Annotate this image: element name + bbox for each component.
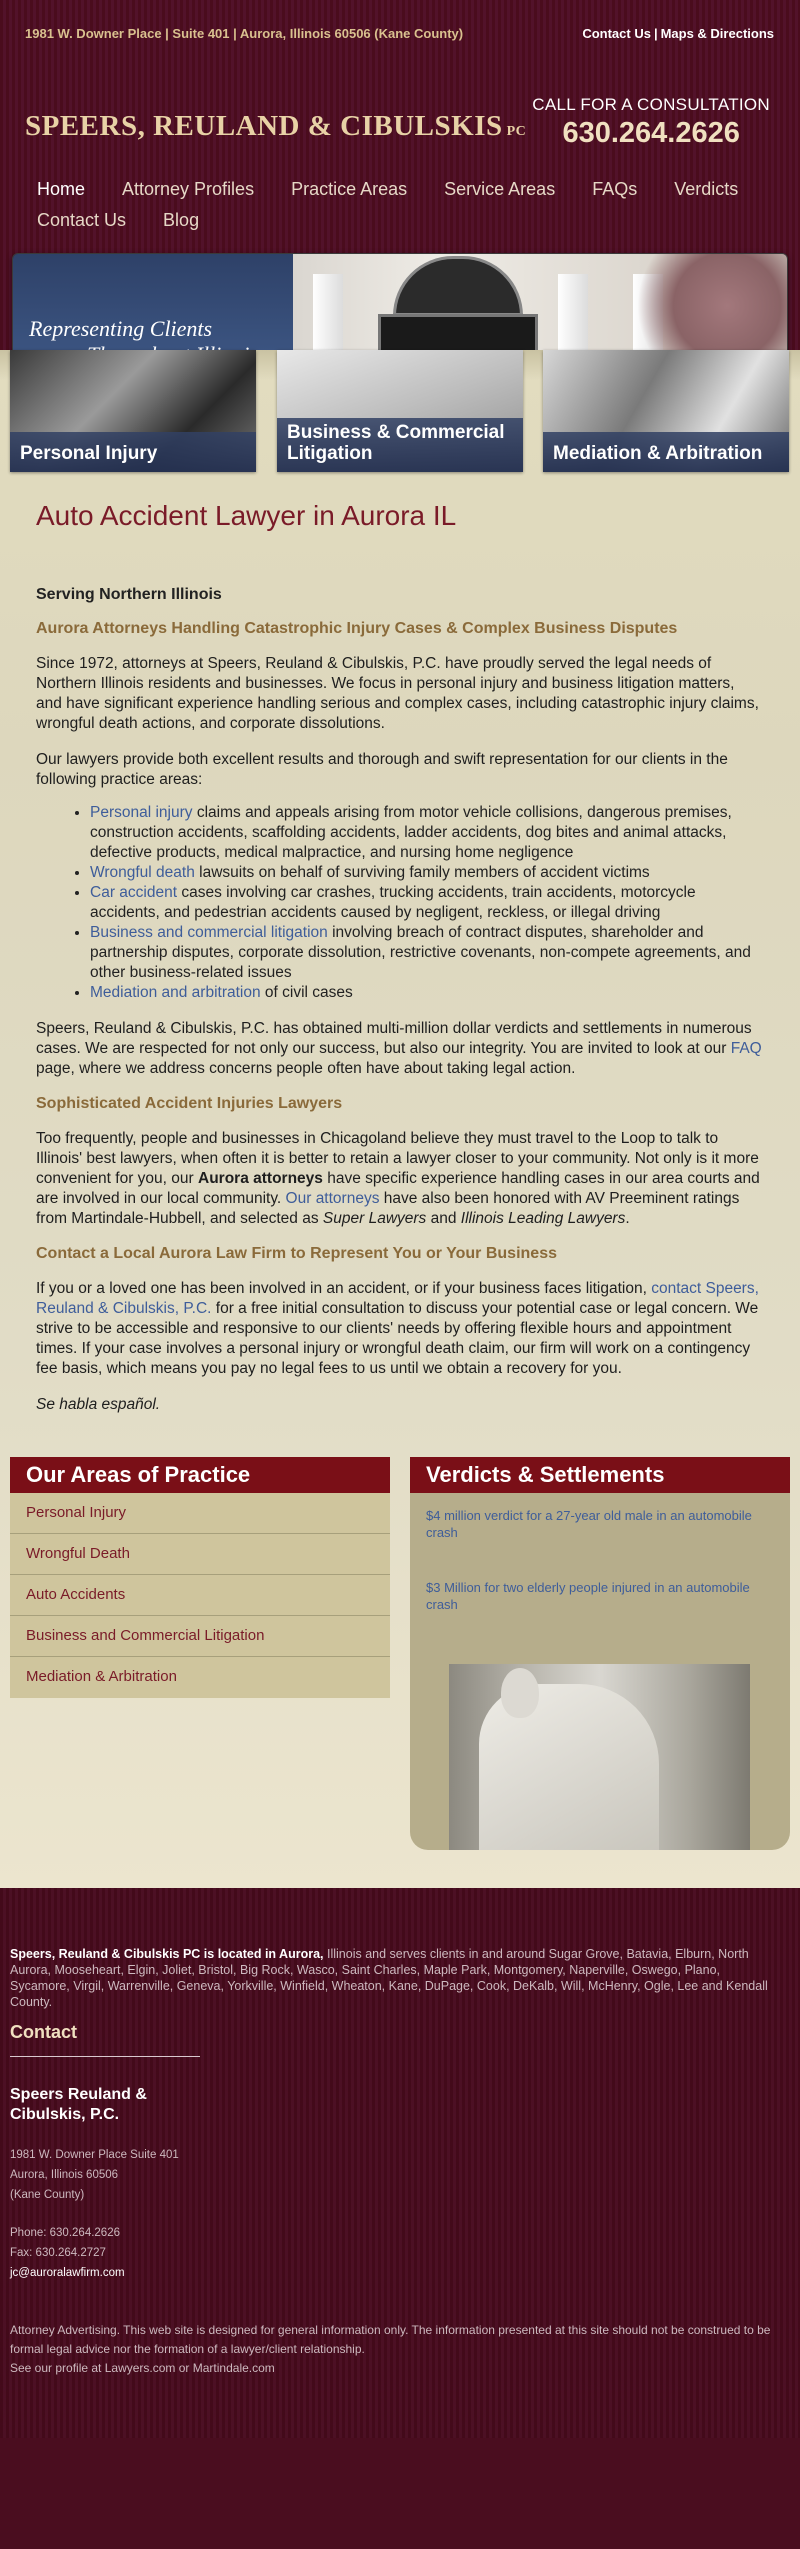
address-line: (Kane County) xyxy=(10,2189,85,2201)
firm-name-line: Cibulskis, P.C. xyxy=(10,2106,120,2123)
article xyxy=(0,472,800,1415)
top-links-separator: | xyxy=(653,26,658,41)
nav-verdicts[interactable]: Verdicts xyxy=(674,179,739,199)
contact-paragraph xyxy=(36,1279,764,1379)
firm-name-line: Speers Reuland & xyxy=(10,2086,147,2103)
footer-intro-bold: Speers, Reuland & Cibulskis PC is located in Aurora, xyxy=(10,1947,324,1961)
list-item-text: cases involving car crashes, trucking accidents, train accidents, motorcycle accidents, and pedestrian accidents caused by negligent, reckless, or illegal driving xyxy=(90,884,696,921)
practice-intro-paragraph: Our lawyers provide both excellent results and thorough and swift representation for our clients in the following practice areas: xyxy=(36,751,728,788)
site-footer xyxy=(0,1888,800,2438)
tile-mediation[interactable] xyxy=(543,350,789,472)
lincoln-statue-photo xyxy=(449,1664,750,1850)
profile-links xyxy=(10,2359,790,2378)
maps-directions-link[interactable]: Maps & Directions xyxy=(660,26,774,41)
nav-contact-us[interactable]: Contact Us xyxy=(37,210,127,230)
nav-attorney-profiles[interactable]: Attorney Profiles xyxy=(122,179,255,199)
areas-item-mediation[interactable]: Mediation & Arbitration xyxy=(10,1657,390,1698)
local-text: have specific experience handling cases in our area courts and are involved in our local community. xyxy=(36,1170,760,1207)
areas-item-wrongful-death[interactable]: Wrongful Death xyxy=(10,1534,390,1575)
leading-lawyers-text: Illinois Leading Lawyers xyxy=(460,1210,626,1227)
faq-link[interactable]: FAQ xyxy=(730,1040,762,1057)
practice-tiles xyxy=(0,204,800,472)
footer-firm-name xyxy=(10,2085,790,2125)
footer-email-link[interactable]: jc@auroralawfirm.com xyxy=(10,2267,125,2279)
local-text: and xyxy=(426,1210,461,1227)
hero-line-1: Representing Clients xyxy=(29,316,213,341)
disclaimer-text: Attorney Advertising. This web site is designed for general information only. The information presented at this site should not be construed to be formal legal advice nor the formation of a lawyer/client relationship. xyxy=(10,2323,771,2356)
nav-practice-areas[interactable]: Practice Areas xyxy=(291,179,408,199)
footer-fax: Fax: 630.264.2727 xyxy=(10,2247,106,2259)
list-item-text: of civil cases xyxy=(260,984,353,1001)
logo-suffix: PC xyxy=(506,124,527,139)
verdicts-heading: Verdicts & Settlements xyxy=(410,1457,790,1493)
header-phone[interactable]: 630.264.2626 xyxy=(562,117,740,149)
serving-heading: Serving Northern Illinois xyxy=(36,586,222,603)
intro-paragraph: Since 1972, attorneys at Speers, Reuland & Cibulskis, P.C. have proudly served the legal needs of Northern Illinois residents and businesses. We focus in personal injury and business litigation matters, and have significant experience handling serious and complex cases, including catastrophic injury claims, wrongful death actions, and corporate dissolutions. xyxy=(36,655,759,732)
footer-contact-heading: Contact xyxy=(10,2022,77,2042)
tile-label: Mediation & Arbitration xyxy=(553,443,763,464)
areas-item-auto-accidents[interactable]: Auto Accidents xyxy=(10,1575,390,1616)
subheading-catastrophic: Aurora Attorneys Handling Catastrophic Injury Cases & Complex Business Disputes xyxy=(36,620,678,637)
main-content xyxy=(0,350,800,1888)
business-litigation-link[interactable]: Business and commercial litigation xyxy=(90,924,328,941)
footer-intro-text: Illinois and serves clients in and around Sugar Grove, Batavia, Elburn, North Aurora, Mooseheart, Elgin, Joliet, Bristol, Big Rock, Wasco, Saint Charles, Maple Park, Montgomery, Naperville, Oswego, Plano, Sycamore, Virgil, Warrenville, Geneva, Yorkville, Winfield, Wheaton, Kane, DuPage, Cook, DeKalb, Will, McHenry, Ogle, Lee and Kendall County. xyxy=(10,1947,768,2009)
subheading-sophisticated: Sophisticated Accident Injuries Lawyers xyxy=(36,1095,343,1112)
verdict-item[interactable]: $4 million verdict for a 27-year old male in an automobile crash xyxy=(426,1508,752,1540)
nav-service-areas[interactable]: Service Areas xyxy=(444,179,556,199)
martindale-link[interactable]: Martindale.com xyxy=(192,2361,275,2375)
list-item xyxy=(90,883,764,923)
contact-text: for a free initial consultation to discuss your potential case or legal concern. We strive to be accessible and responsive to our clients' needs by offering flexible hours and appointment times. If your case involves a personal injury or wrongful death claim, our firm will work on a contingency fee basis, which means you pay no legal fees to us until we obtain a recovery for you. xyxy=(36,1300,759,1377)
profile-text: See our profile at xyxy=(10,2361,105,2375)
contact-us-link[interactable]: Contact Us xyxy=(582,26,651,41)
car-accident-link[interactable]: Car accident xyxy=(90,884,178,901)
subheading-contact: Contact a Local Aurora Law Firm to Represent You or Your Business xyxy=(36,1245,557,1262)
tile-label: Business & Commercial Litigation xyxy=(287,422,505,464)
practice-list xyxy=(90,803,764,1003)
profile-text: or xyxy=(175,2361,193,2375)
mediation-link[interactable]: Mediation and arbitration xyxy=(90,984,261,1001)
list-item xyxy=(90,983,764,1003)
local-paragraph xyxy=(36,1129,764,1229)
results-paragraph xyxy=(36,1019,764,1079)
our-attorneys-link[interactable]: Our attorneys xyxy=(285,1190,380,1207)
list-item xyxy=(90,923,764,983)
site-logo[interactable] xyxy=(25,110,526,143)
results-text: page, where we address concerns people often have about taking legal action. xyxy=(36,1060,576,1077)
tile-personal-injury[interactable] xyxy=(10,350,256,472)
address-line: 1981 W. Downer Place Suite 401 xyxy=(10,2149,179,2161)
list-item-text: involving breach of contract disputes, shareholder and partnership disputes, corporate dissolution, restrictive covenants, non-compete agreements, and other business-related issues xyxy=(90,924,751,981)
nav-home[interactable]: Home xyxy=(37,179,86,199)
list-item xyxy=(90,863,764,883)
super-lawyers-text: Super Lawyers xyxy=(322,1210,427,1227)
areas-of-practice-box xyxy=(10,1457,390,1698)
footer-phones xyxy=(10,2223,790,2283)
local-text: . xyxy=(625,1210,630,1227)
nav-blog[interactable]: Blog xyxy=(163,210,200,230)
areas-item-personal-injury[interactable]: Personal Injury xyxy=(10,1493,390,1534)
address-line: Aurora, Illinois 60506 xyxy=(10,2169,119,2181)
areas-heading: Our Areas of Practice xyxy=(10,1457,390,1493)
footer-divider xyxy=(10,2056,200,2057)
statue-head xyxy=(501,1668,539,1718)
footer-disclaimer xyxy=(10,2321,790,2378)
areas-item-business-litigation[interactable]: Business and Commercial Litigation xyxy=(10,1616,390,1657)
local-text: Too frequently, people and businesses in Chicagoland believe they must travel to the Loop to talk to Illinois' best lawyers, when often it is better to retain a lawyer closer to your community. Not only is it more convenient for you, our xyxy=(36,1130,759,1187)
logo-text: SPEERS, REULAND & CIBULSKIS xyxy=(25,110,503,142)
nav-faqs[interactable]: FAQs xyxy=(592,179,638,199)
page-title: Auto Accident Lawyer in Aurora IL xyxy=(36,500,457,531)
aurora-attorneys-bold: Aurora attorneys xyxy=(198,1170,323,1187)
tile-label: Personal Injury xyxy=(20,443,158,464)
tile-business-litigation[interactable] xyxy=(277,350,523,472)
list-item xyxy=(90,803,764,863)
verdict-item[interactable]: $3 Million for two elderly people injured in an automobile crash xyxy=(426,1580,750,1612)
service-area-text xyxy=(10,1888,780,2010)
spanish-note: Se habla español. xyxy=(36,1396,161,1413)
local-text: have also been honored with AV Preeminent ratings from Martindale-Hubbell, and selected as xyxy=(36,1190,740,1227)
top-links xyxy=(582,26,774,41)
results-text: Speers, Reuland & Cibulskis, P.C. has obtained multi-million dollar verdicts and settlements in numerous cases. We are respected for not only our success, but also our integrity. You are invited to look at our xyxy=(36,1020,752,1057)
personal-injury-link[interactable]: Personal injury xyxy=(90,804,193,821)
header-address: 1981 W. Downer Place | Suite 401 | Aurora, Illinois 60506 (Kane County) xyxy=(25,26,464,41)
call-label: CALL FOR A CONSULTATION xyxy=(532,95,770,114)
lawyers-com-link[interactable]: Lawyers.com xyxy=(104,2361,176,2375)
list-item-text: claims and appeals arising from motor vehicle collisions, dangerous premises, construction accidents, scaffolding accidents, ladder accidents, dog bites and animal attacks, defective products, medical malpractice, and nursing home negligence xyxy=(90,804,732,861)
contact-text: If you or a loved one has been involved in an accident, or if your business faces litigation, xyxy=(36,1280,652,1297)
contact-firm-link[interactable]: contact Speers, Reuland & Cibulskis, P.C. xyxy=(36,1280,759,1317)
content-spacer xyxy=(0,1887,800,1888)
footer-phone: Phone: 630.264.2626 xyxy=(10,2227,120,2239)
bottom-boxes xyxy=(0,1457,800,1887)
wrongful-death-link[interactable]: Wrongful death xyxy=(90,864,195,881)
consultation-callout xyxy=(532,95,770,150)
footer-address xyxy=(10,2145,790,2205)
verdicts-box xyxy=(410,1457,790,1850)
list-item-text: lawsuits on behalf of surviving family members of accident victims xyxy=(194,864,650,881)
